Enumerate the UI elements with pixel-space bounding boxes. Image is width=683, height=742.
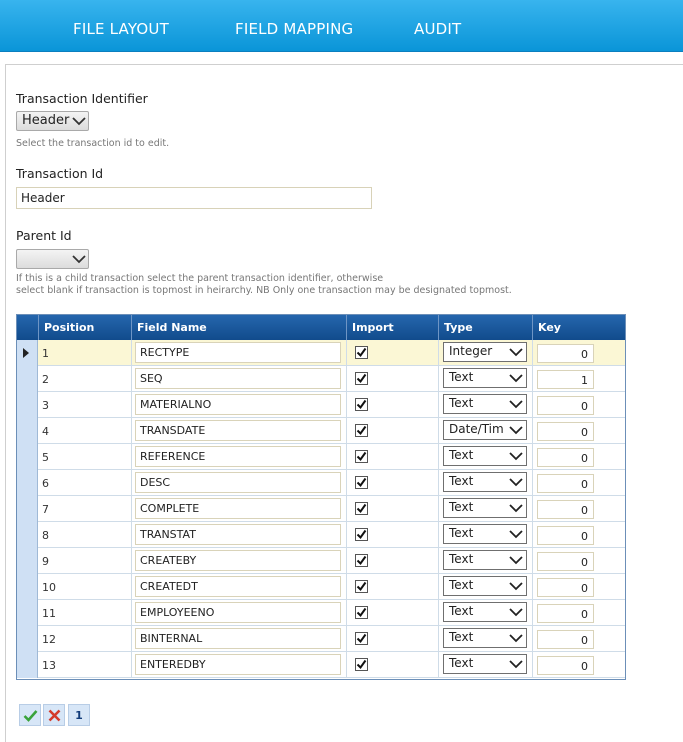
checkmark-icon (356, 347, 367, 358)
cell-divider (346, 340, 347, 366)
transaction-identifier-help: Select the transaction id to edit. (16, 138, 170, 149)
cell-divider (438, 522, 439, 548)
cell-divider (438, 574, 439, 600)
parent-id-help-1: If this is a child transaction select the parent transaction identifier, otherwise (16, 273, 384, 284)
type-select[interactable] (443, 446, 527, 466)
cell-divider (131, 600, 132, 626)
position-cell: 13 (42, 659, 56, 672)
import-checkbox[interactable] (355, 606, 368, 619)
type-value: Text (449, 552, 474, 566)
position-cell: 6 (42, 477, 49, 490)
key-input[interactable]: 1 (537, 370, 594, 389)
row-indicator[interactable] (17, 470, 38, 496)
row-indicator[interactable] (17, 418, 38, 444)
transaction-identifier-label: Transaction Identifier (16, 91, 148, 106)
cell-divider (438, 366, 439, 392)
cell-divider (438, 470, 439, 496)
checkmark-icon (356, 607, 367, 618)
row-indicator[interactable] (17, 600, 38, 626)
transaction-id-input[interactable]: Header (16, 187, 372, 209)
cell-divider (438, 548, 439, 574)
field-name-input[interactable]: DESC (135, 472, 341, 493)
top-nav-bar (0, 0, 683, 52)
position-cell: 1 (42, 347, 49, 360)
checkmark-icon (356, 529, 367, 540)
position-cell: 5 (42, 451, 49, 464)
row-indicator[interactable] (17, 574, 38, 600)
type-select[interactable] (443, 472, 527, 492)
cancel-button[interactable] (43, 704, 65, 726)
type-select[interactable] (443, 498, 527, 518)
key-input[interactable]: 0 (537, 422, 594, 441)
row-indicator[interactable] (17, 340, 38, 366)
position-cell: 7 (42, 503, 49, 516)
import-checkbox[interactable] (355, 450, 368, 463)
position-cell: 10 (42, 581, 56, 594)
row-indicator[interactable] (17, 548, 38, 574)
key-input[interactable]: 0 (537, 552, 594, 571)
checkmark-icon (356, 503, 367, 514)
table-row[interactable] (17, 548, 625, 574)
cell-divider (438, 600, 439, 626)
parent-id-label: Parent Id (16, 228, 72, 243)
field-name-input[interactable]: TRANSTAT (135, 524, 341, 545)
type-value: Date/Tim (449, 422, 504, 436)
transaction-identifier-value: Header (22, 113, 70, 128)
cell-divider (131, 418, 132, 444)
chevron-down-icon (509, 554, 523, 566)
type-select[interactable] (443, 394, 527, 414)
position-cell: 9 (42, 555, 49, 568)
import-checkbox[interactable] (355, 398, 368, 411)
column-header-import[interactable]: Import (346, 315, 438, 340)
type-select[interactable] (443, 524, 527, 544)
cell-divider (532, 470, 533, 496)
tab-file-layout[interactable]: FILE LAYOUT (73, 20, 169, 38)
key-input[interactable]: 0 (537, 344, 594, 363)
field-name-input[interactable]: REFERENCE (135, 446, 341, 467)
table-row[interactable] (17, 626, 625, 652)
row-indicator[interactable] (17, 392, 38, 418)
checkmark-icon (356, 477, 367, 488)
parent-id-select[interactable] (16, 249, 89, 269)
table-row[interactable] (17, 444, 625, 470)
transaction-identifier-select[interactable] (16, 111, 89, 131)
key-input[interactable]: 0 (537, 630, 594, 649)
table-row[interactable] (17, 652, 625, 678)
checkmark-icon (23, 708, 38, 723)
row-indicator[interactable] (17, 522, 38, 548)
column-header-field-name[interactable]: Field Name (131, 315, 346, 340)
chevron-down-icon (72, 115, 86, 127)
type-select[interactable] (443, 420, 527, 440)
checkmark-icon (356, 451, 367, 462)
column-header-type[interactable]: Type (438, 315, 532, 340)
cell-divider (131, 392, 132, 418)
row-indicator[interactable] (17, 444, 38, 470)
key-input[interactable]: 0 (537, 500, 594, 519)
position-cell: 12 (42, 633, 56, 646)
cell-divider (346, 626, 347, 652)
chevron-down-icon (509, 606, 523, 618)
cell-divider (131, 522, 132, 548)
table-row[interactable] (17, 470, 625, 496)
chevron-down-icon (509, 398, 523, 410)
row-indicator[interactable] (17, 652, 38, 678)
table-row[interactable] (17, 418, 625, 444)
type-select[interactable] (443, 576, 527, 596)
cell-divider (131, 366, 132, 392)
chevron-down-icon (509, 502, 523, 514)
key-input[interactable]: 0 (537, 604, 594, 623)
import-checkbox[interactable] (355, 632, 368, 645)
table-row[interactable] (17, 574, 625, 600)
transaction-id-label: Transaction Id (16, 166, 104, 181)
grid-header (17, 315, 625, 340)
parent-id-help-2: select blank if transaction is topmost in heirarchy. NB Only one transaction may be designated topmost. (16, 285, 512, 296)
import-checkbox[interactable] (355, 554, 368, 567)
checkmark-icon (356, 425, 367, 436)
cell-divider (438, 340, 439, 366)
cell-divider (532, 496, 533, 522)
type-value: Text (449, 500, 474, 514)
type-value: Text (449, 630, 474, 644)
cell-divider (532, 626, 533, 652)
import-checkbox[interactable] (355, 658, 368, 671)
table-row[interactable] (17, 522, 625, 548)
type-value: Integer (449, 344, 493, 358)
position-cell: 4 (42, 425, 49, 438)
key-input[interactable]: 0 (537, 578, 594, 597)
chevron-down-icon (509, 476, 523, 488)
tab-audit[interactable]: AUDIT (414, 20, 462, 38)
cell-divider (438, 444, 439, 470)
table-row[interactable] (17, 600, 625, 626)
field-name-input[interactable]: BINTERNAL (135, 628, 341, 649)
field-name-input[interactable]: EMPLOYEENO (135, 602, 341, 623)
checkmark-icon (356, 581, 367, 592)
cell-divider (532, 340, 533, 366)
cell-divider (131, 652, 132, 678)
type-value: Text (449, 526, 474, 540)
save-button[interactable] (19, 704, 41, 726)
page-number-button[interactable]: 1 (68, 704, 90, 726)
key-input[interactable]: 0 (537, 474, 594, 493)
type-select[interactable] (443, 368, 527, 388)
cell-divider (532, 392, 533, 418)
table-row[interactable] (17, 392, 625, 418)
type-value: Text (449, 578, 474, 592)
cell-divider (532, 652, 533, 678)
cell-divider (346, 548, 347, 574)
cell-divider (346, 574, 347, 600)
field-name-input[interactable]: CREATEDT (135, 576, 341, 597)
cell-divider (346, 366, 347, 392)
position-cell: 2 (42, 373, 49, 386)
import-checkbox[interactable] (355, 424, 368, 437)
type-select[interactable] (443, 550, 527, 570)
cell-divider (346, 496, 347, 522)
type-select[interactable] (443, 628, 527, 648)
type-value: Text (449, 604, 474, 618)
cell-divider (438, 652, 439, 678)
field-name-input[interactable]: TRANSDATE (135, 420, 341, 441)
position-cell: 3 (42, 399, 49, 412)
import-checkbox[interactable] (355, 372, 368, 385)
header-indicator (17, 315, 38, 340)
type-value: Text (449, 396, 474, 410)
cell-divider (532, 522, 533, 548)
field-name-input[interactable]: COMPLETE (135, 498, 341, 519)
x-icon (47, 708, 62, 723)
import-checkbox[interactable] (355, 476, 368, 489)
chevron-down-icon (509, 372, 523, 384)
cell-divider (532, 600, 533, 626)
key-input[interactable]: 0 (537, 396, 594, 415)
import-checkbox[interactable] (355, 528, 368, 541)
cell-divider (532, 418, 533, 444)
column-header-position[interactable]: Position (38, 315, 131, 340)
row-indicator[interactable] (17, 496, 38, 522)
cell-divider (532, 444, 533, 470)
position-cell: 11 (42, 607, 56, 620)
type-value: Text (449, 448, 474, 462)
chevron-down-icon (72, 253, 86, 265)
cell-divider (131, 340, 132, 366)
position-cell: 8 (42, 529, 49, 542)
cell-divider (346, 652, 347, 678)
cell-divider (131, 574, 132, 600)
cell-divider (346, 418, 347, 444)
cell-divider (438, 626, 439, 652)
chevron-down-icon (509, 528, 523, 540)
field-name-input[interactable]: MATERIALNO (135, 394, 341, 415)
cell-divider (438, 418, 439, 444)
field-name-input[interactable]: RECTYPE (135, 342, 341, 363)
column-header-key[interactable]: Key (532, 315, 625, 340)
cell-divider (131, 444, 132, 470)
type-value: Text (449, 370, 474, 384)
cell-divider (346, 600, 347, 626)
table-row[interactable] (17, 496, 625, 522)
cell-divider (438, 496, 439, 522)
current-row-icon (23, 348, 29, 358)
checkmark-icon (356, 399, 367, 410)
cell-divider (346, 522, 347, 548)
chevron-down-icon (509, 658, 523, 670)
checkmark-icon (356, 373, 367, 384)
field-mapping-grid (16, 314, 626, 680)
checkmark-icon (356, 633, 367, 644)
cell-divider (131, 470, 132, 496)
row-indicator[interactable] (17, 366, 38, 392)
type-value: Text (449, 656, 474, 670)
cell-divider (131, 548, 132, 574)
chevron-down-icon (509, 450, 523, 462)
cell-divider (438, 392, 439, 418)
key-input[interactable]: 0 (537, 656, 594, 675)
checkmark-icon (356, 555, 367, 566)
cell-divider (346, 470, 347, 496)
key-input[interactable]: 0 (537, 526, 594, 545)
chevron-down-icon (509, 580, 523, 592)
import-checkbox[interactable] (355, 346, 368, 359)
key-input[interactable]: 0 (537, 448, 594, 467)
chevron-down-icon (509, 424, 523, 436)
chevron-down-icon (509, 632, 523, 644)
tab-field-mapping[interactable]: FIELD MAPPING (235, 20, 354, 38)
chevron-down-icon (509, 346, 523, 358)
cell-divider (532, 574, 533, 600)
cell-divider (532, 548, 533, 574)
type-select[interactable] (443, 342, 527, 362)
cell-divider (532, 366, 533, 392)
field-name-input[interactable]: CREATEBY (135, 550, 341, 571)
checkmark-icon (356, 659, 367, 670)
field-name-input[interactable]: SEQ (135, 368, 341, 389)
type-select[interactable] (443, 602, 527, 622)
type-value: Text (449, 474, 474, 488)
cell-divider (131, 626, 132, 652)
row-indicator[interactable] (17, 626, 38, 652)
import-checkbox[interactable] (355, 580, 368, 593)
import-checkbox[interactable] (355, 502, 368, 515)
cell-divider (346, 444, 347, 470)
table-row[interactable] (17, 366, 625, 392)
cell-divider (346, 392, 347, 418)
table-row[interactable] (17, 340, 625, 366)
type-select[interactable] (443, 654, 527, 674)
cell-divider (131, 496, 132, 522)
field-name-input[interactable]: ENTEREDBY (135, 654, 341, 675)
